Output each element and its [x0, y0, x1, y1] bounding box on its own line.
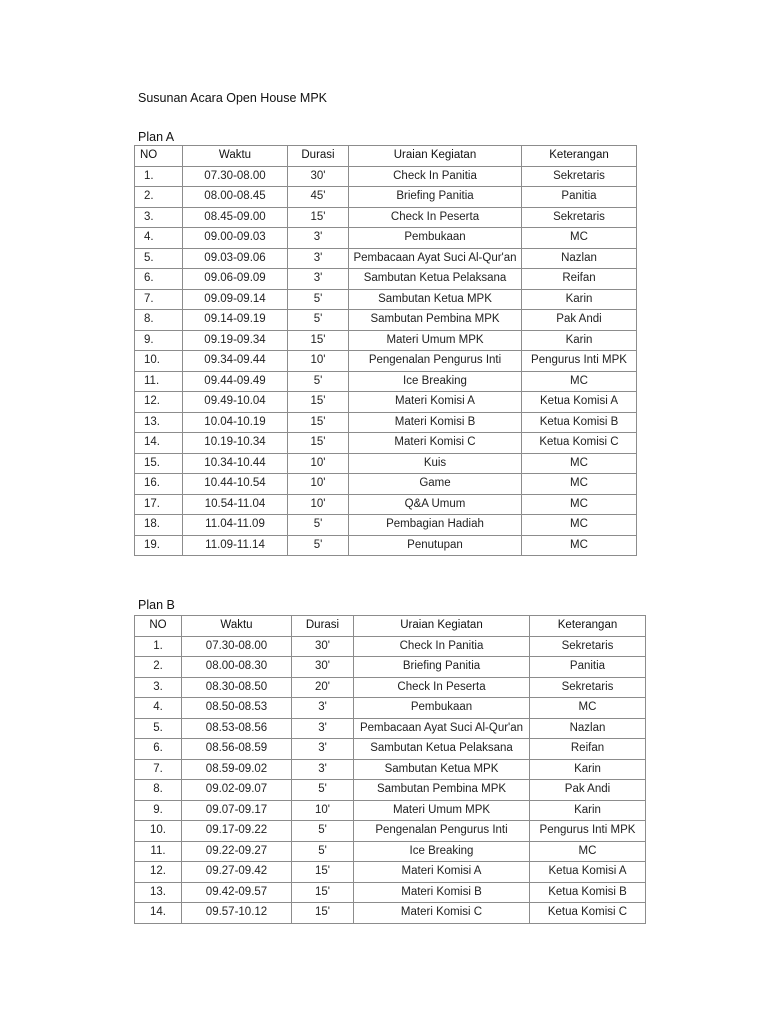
header-keterangan: Keterangan [530, 616, 646, 637]
table-row [135, 289, 637, 310]
cell-keterangan: Karin [522, 289, 637, 310]
cell-waktu: 11.09-11.14 [183, 535, 288, 556]
cell-durasi: 15' [288, 412, 349, 433]
cell-no: 12. [135, 862, 182, 883]
table-row [135, 515, 637, 536]
table-row [135, 228, 637, 249]
table-row [135, 187, 637, 208]
header-keterangan: Keterangan [522, 146, 637, 167]
header-waktu: Waktu [182, 616, 292, 637]
table-header-row [135, 616, 646, 637]
cell-waktu: 10.44-10.54 [183, 474, 288, 495]
plan-b-schedule-table [134, 615, 646, 924]
cell-keterangan: MC [522, 535, 637, 556]
cell-uraian-kegiatan: Sambutan Ketua MPK [354, 759, 530, 780]
cell-no: 1. [135, 636, 182, 657]
cell-keterangan: Sekretaris [530, 636, 646, 657]
table-row [135, 882, 646, 903]
plan-a-schedule-table [134, 145, 637, 556]
table-row [135, 371, 637, 392]
cell-durasi: 10' [292, 800, 354, 821]
cell-waktu: 09.14-09.19 [183, 310, 288, 331]
cell-waktu: 10.04-10.19 [183, 412, 288, 433]
cell-keterangan: MC [522, 228, 637, 249]
cell-no: 19. [135, 535, 183, 556]
header-no: NO [135, 616, 182, 637]
cell-uraian-kegiatan: Sambutan Ketua MPK [349, 289, 522, 310]
cell-no: 12. [135, 392, 183, 413]
cell-durasi: 3' [292, 718, 354, 739]
header-uraian-kegiatan: Uraian Kegiatan [349, 146, 522, 167]
cell-keterangan: MC [530, 841, 646, 862]
cell-waktu: 08.56-08.59 [182, 739, 292, 760]
cell-keterangan: Panitia [530, 657, 646, 678]
header-durasi: Durasi [288, 146, 349, 167]
cell-no: 11. [135, 841, 182, 862]
cell-durasi: 10' [288, 474, 349, 495]
plan-b-table-body [135, 636, 646, 923]
cell-durasi: 3' [288, 269, 349, 290]
cell-uraian-kegiatan: Pengenalan Pengurus Inti [349, 351, 522, 372]
table-row [135, 698, 646, 719]
cell-uraian-kegiatan: Sambutan Ketua Pelaksana [349, 269, 522, 290]
cell-no: 15. [135, 453, 183, 474]
cell-keterangan: MC [522, 515, 637, 536]
cell-waktu: 08.59-09.02 [182, 759, 292, 780]
header-waktu: Waktu [183, 146, 288, 167]
cell-no: 18. [135, 515, 183, 536]
table-row [135, 535, 637, 556]
table-row [135, 453, 637, 474]
cell-waktu: 08.53-08.56 [182, 718, 292, 739]
cell-durasi: 5' [288, 310, 349, 331]
cell-keterangan: Pengurus Inti MPK [522, 351, 637, 372]
cell-uraian-kegiatan: Ice Breaking [354, 841, 530, 862]
table-row [135, 759, 646, 780]
cell-no: 4. [135, 228, 183, 249]
cell-durasi: 20' [292, 677, 354, 698]
cell-keterangan: Panitia [522, 187, 637, 208]
cell-keterangan: Nazlan [530, 718, 646, 739]
cell-no: 16. [135, 474, 183, 495]
cell-no: 13. [135, 882, 182, 903]
cell-keterangan: MC [522, 474, 637, 495]
cell-durasi: 15' [292, 903, 354, 924]
cell-durasi: 30' [288, 166, 349, 187]
cell-uraian-kegiatan: Pembagian Hadiah [349, 515, 522, 536]
cell-no: 6. [135, 739, 182, 760]
cell-waktu: 09.27-09.42 [182, 862, 292, 883]
cell-waktu: 09.03-09.06 [183, 248, 288, 269]
cell-no: 2. [135, 187, 183, 208]
cell-uraian-kegiatan: Check In Peserta [349, 207, 522, 228]
table-row [135, 166, 637, 187]
cell-no: 9. [135, 330, 183, 351]
table-row [135, 718, 646, 739]
cell-waktu: 08.00-08.45 [183, 187, 288, 208]
table-row [135, 330, 637, 351]
cell-uraian-kegiatan: Materi Komisi B [354, 882, 530, 903]
cell-uraian-kegiatan: Pembukaan [354, 698, 530, 719]
table-row [135, 677, 646, 698]
cell-waktu: 09.17-09.22 [182, 821, 292, 842]
cell-no: 9. [135, 800, 182, 821]
table-row [135, 474, 637, 495]
cell-waktu: 08.50-08.53 [182, 698, 292, 719]
cell-durasi: 15' [288, 330, 349, 351]
table-row [135, 800, 646, 821]
cell-keterangan: MC [530, 698, 646, 719]
cell-durasi: 5' [292, 780, 354, 801]
cell-waktu: 08.45-09.00 [183, 207, 288, 228]
table-row [135, 739, 646, 760]
cell-waktu: 08.00-08.30 [182, 657, 292, 678]
cell-durasi: 3' [292, 698, 354, 719]
cell-uraian-kegiatan: Q&A Umum [349, 494, 522, 515]
table-row [135, 269, 637, 290]
cell-uraian-kegiatan: Materi Komisi B [349, 412, 522, 433]
header-uraian-kegiatan: Uraian Kegiatan [354, 616, 530, 637]
cell-waktu: 07.30-08.00 [182, 636, 292, 657]
plan-a-table-body [135, 166, 637, 556]
cell-uraian-kegiatan: Penutupan [349, 535, 522, 556]
cell-no: 3. [135, 207, 183, 228]
table-row [135, 248, 637, 269]
cell-waktu: 09.57-10.12 [182, 903, 292, 924]
cell-uraian-kegiatan: Sambutan Pembina MPK [354, 780, 530, 801]
cell-keterangan: Ketua Komisi A [522, 392, 637, 413]
cell-keterangan: MC [522, 453, 637, 474]
cell-durasi: 3' [288, 228, 349, 249]
cell-durasi: 5' [292, 841, 354, 862]
cell-uraian-kegiatan: Pembacaan Ayat Suci Al-Qur'an [349, 248, 522, 269]
cell-durasi: 5' [292, 821, 354, 842]
cell-no: 6. [135, 269, 183, 290]
cell-keterangan: MC [522, 494, 637, 515]
cell-uraian-kegiatan: Kuis [349, 453, 522, 474]
cell-durasi: 3' [292, 759, 354, 780]
cell-durasi: 3' [292, 739, 354, 760]
table-row [135, 903, 646, 924]
cell-keterangan: Karin [522, 330, 637, 351]
cell-waktu: 09.22-09.27 [182, 841, 292, 862]
cell-keterangan: Karin [530, 759, 646, 780]
cell-durasi: 5' [288, 535, 349, 556]
cell-uraian-kegiatan: Materi Komisi A [354, 862, 530, 883]
table-row [135, 207, 637, 228]
cell-waktu: 09.44-09.49 [183, 371, 288, 392]
cell-no: 3. [135, 677, 182, 698]
cell-uraian-kegiatan: Sambutan Ketua Pelaksana [354, 739, 530, 760]
cell-uraian-kegiatan: Check In Peserta [354, 677, 530, 698]
cell-no: 5. [135, 248, 183, 269]
cell-durasi: 15' [288, 207, 349, 228]
cell-no: 11. [135, 371, 183, 392]
cell-keterangan: Ketua Komisi A [530, 862, 646, 883]
cell-no: 10. [135, 821, 182, 842]
cell-waktu: 09.07-09.17 [182, 800, 292, 821]
table-row [135, 657, 646, 678]
cell-keterangan: Sekretaris [522, 207, 637, 228]
cell-keterangan: Pak Andi [530, 780, 646, 801]
cell-no: 2. [135, 657, 182, 678]
cell-uraian-kegiatan: Sambutan Pembina MPK [349, 310, 522, 331]
table-row [135, 412, 637, 433]
cell-durasi: 5' [288, 371, 349, 392]
cell-keterangan: Reifan [522, 269, 637, 290]
cell-uraian-kegiatan: Materi Komisi C [349, 433, 522, 454]
cell-uraian-kegiatan: Briefing Panitia [349, 187, 522, 208]
cell-no: 1. [135, 166, 183, 187]
cell-durasi: 15' [292, 882, 354, 903]
cell-waktu: 09.02-09.07 [182, 780, 292, 801]
cell-waktu: 09.19-09.34 [183, 330, 288, 351]
cell-keterangan: Nazlan [522, 248, 637, 269]
cell-keterangan: Sekretaris [530, 677, 646, 698]
cell-no: 17. [135, 494, 183, 515]
header-no: NO [135, 146, 183, 167]
cell-no: 7. [135, 759, 182, 780]
cell-waktu: 11.04-11.09 [183, 515, 288, 536]
cell-no: 8. [135, 780, 182, 801]
cell-no: 14. [135, 433, 183, 454]
table-row [135, 841, 646, 862]
cell-durasi: 45' [288, 187, 349, 208]
cell-uraian-kegiatan: Pembacaan Ayat Suci Al-Qur'an [354, 718, 530, 739]
cell-keterangan: Ketua Komisi B [530, 882, 646, 903]
table-row [135, 433, 637, 454]
cell-durasi: 5' [288, 515, 349, 536]
cell-keterangan: MC [522, 371, 637, 392]
cell-durasi: 10' [288, 494, 349, 515]
cell-waktu: 07.30-08.00 [183, 166, 288, 187]
cell-keterangan: Reifan [530, 739, 646, 760]
cell-no: 13. [135, 412, 183, 433]
cell-durasi: 10' [288, 453, 349, 474]
cell-uraian-kegiatan: Materi Komisi A [349, 392, 522, 413]
cell-uraian-kegiatan: Ice Breaking [349, 371, 522, 392]
table-row [135, 351, 637, 372]
plan-a-label: Plan A [138, 130, 175, 144]
cell-waktu: 10.19-10.34 [183, 433, 288, 454]
cell-keterangan: Ketua Komisi C [522, 433, 637, 454]
cell-durasi: 15' [288, 433, 349, 454]
cell-waktu: 09.49-10.04 [183, 392, 288, 413]
cell-waktu: 10.54-11.04 [183, 494, 288, 515]
cell-durasi: 3' [288, 248, 349, 269]
plan-b-label: Plan B [138, 598, 175, 612]
table-header-row [135, 146, 637, 167]
cell-waktu: 08.30-08.50 [182, 677, 292, 698]
cell-waktu: 09.34-09.44 [183, 351, 288, 372]
cell-no: 7. [135, 289, 183, 310]
cell-durasi: 10' [288, 351, 349, 372]
cell-uraian-kegiatan: Check In Panitia [354, 636, 530, 657]
document-title: Susunan Acara Open House MPK [138, 91, 328, 105]
cell-uraian-kegiatan: Materi Umum MPK [349, 330, 522, 351]
cell-waktu: 10.34-10.44 [183, 453, 288, 474]
cell-no: 4. [135, 698, 182, 719]
cell-durasi: 5' [288, 289, 349, 310]
table-row [135, 636, 646, 657]
cell-uraian-kegiatan: Materi Komisi C [354, 903, 530, 924]
cell-keterangan: Karin [530, 800, 646, 821]
cell-durasi: 30' [292, 657, 354, 678]
cell-uraian-kegiatan: Game [349, 474, 522, 495]
cell-no: 8. [135, 310, 183, 331]
cell-keterangan: Sekretaris [522, 166, 637, 187]
table-row [135, 821, 646, 842]
cell-durasi: 15' [292, 862, 354, 883]
cell-waktu: 09.09-09.14 [183, 289, 288, 310]
table-row [135, 494, 637, 515]
cell-uraian-kegiatan: Check In Panitia [349, 166, 522, 187]
cell-uraian-kegiatan: Materi Umum MPK [354, 800, 530, 821]
table-row [135, 392, 637, 413]
cell-waktu: 09.42-09.57 [182, 882, 292, 903]
table-row [135, 862, 646, 883]
header-durasi: Durasi [292, 616, 354, 637]
cell-waktu: 09.06-09.09 [183, 269, 288, 290]
cell-keterangan: Pengurus Inti MPK [530, 821, 646, 842]
cell-uraian-kegiatan: Pembukaan [349, 228, 522, 249]
cell-keterangan: Ketua Komisi C [530, 903, 646, 924]
cell-no: 5. [135, 718, 182, 739]
cell-waktu: 09.00-09.03 [183, 228, 288, 249]
table-row [135, 310, 637, 331]
cell-no: 10. [135, 351, 183, 372]
cell-uraian-kegiatan: Pengenalan Pengurus Inti [354, 821, 530, 842]
table-row [135, 780, 646, 801]
cell-no: 14. [135, 903, 182, 924]
cell-durasi: 30' [292, 636, 354, 657]
cell-keterangan: Ketua Komisi B [522, 412, 637, 433]
cell-uraian-kegiatan: Briefing Panitia [354, 657, 530, 678]
cell-keterangan: Pak Andi [522, 310, 637, 331]
cell-durasi: 15' [288, 392, 349, 413]
